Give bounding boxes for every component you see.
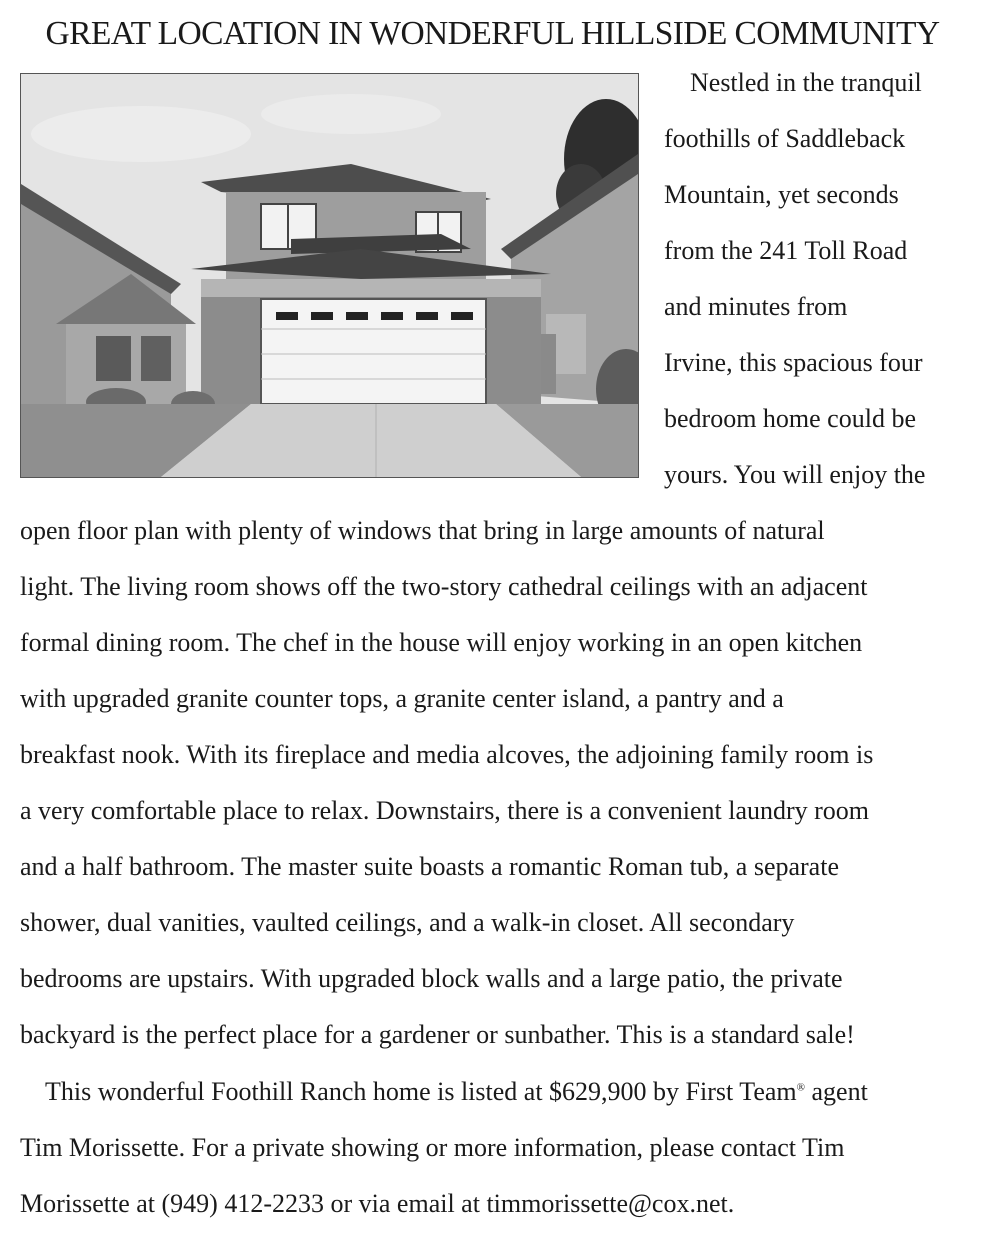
- text-line: a very comfortable place to relax. Downstairs, there is a convenient laundry room: [20, 796, 870, 825]
- price-text: This wonderful Foothill Ranch home is listed at $629,900 by First Team: [45, 1077, 797, 1106]
- text-line: bedrooms are upstairs. With upgraded block walls and a large patio, the private: [20, 964, 843, 993]
- text-line: with upgraded granite counter tops, a granite center island, a pantry and a: [20, 684, 784, 713]
- text-line: yours. You will enjoy the: [664, 460, 926, 489]
- text-line: breakfast nook. With its fireplace and media alcoves, the adjoining family room is: [20, 740, 874, 769]
- registered-mark: ®: [796, 1081, 805, 1094]
- headline: GREAT LOCATION IN WONDERFUL HILLSIDE COMMUNITY: [45, 15, 940, 52]
- contact-line: Tim Morissette. For a private showing or more information, please contact Tim: [20, 1133, 845, 1162]
- text-line: bedroom home could be: [664, 404, 916, 433]
- text-line: formal dining room. The chef in the house will enjoy working in an open kitchen: [20, 628, 863, 657]
- text-line: Mountain, yet seconds: [664, 180, 899, 209]
- text-line: foothills of Saddleback: [664, 124, 906, 153]
- text-line: and minutes from: [664, 292, 848, 321]
- house-photo: [20, 73, 639, 478]
- text-line: open floor plan with plenty of windows that bring in large amounts of natural: [20, 516, 825, 545]
- text-line: backyard is the perfect place for a gardener or sunbather. This is a standard sale!: [20, 1020, 855, 1049]
- text-line: Nestled in the tranquil: [690, 68, 922, 97]
- text-line: from the 241 Toll Road: [664, 236, 908, 265]
- text-line: light. The living room shows off the two-story cathedral ceilings with an adjacent: [20, 572, 868, 601]
- text-line: shower, dual vanities, vaulted ceilings, and a walk-in closet. All secondary: [20, 908, 795, 937]
- price-line: [45, 1072, 868, 1112]
- text-line: Irvine, this spacious four: [664, 348, 923, 377]
- agent-text: agent: [805, 1077, 868, 1106]
- contact-details-line: Morissette at (949) 412-2233 or via email at timmorissette@cox.net.: [20, 1189, 735, 1218]
- text-line: and a half bathroom. The master suite boasts a romantic Roman tub, a separate: [20, 852, 839, 881]
